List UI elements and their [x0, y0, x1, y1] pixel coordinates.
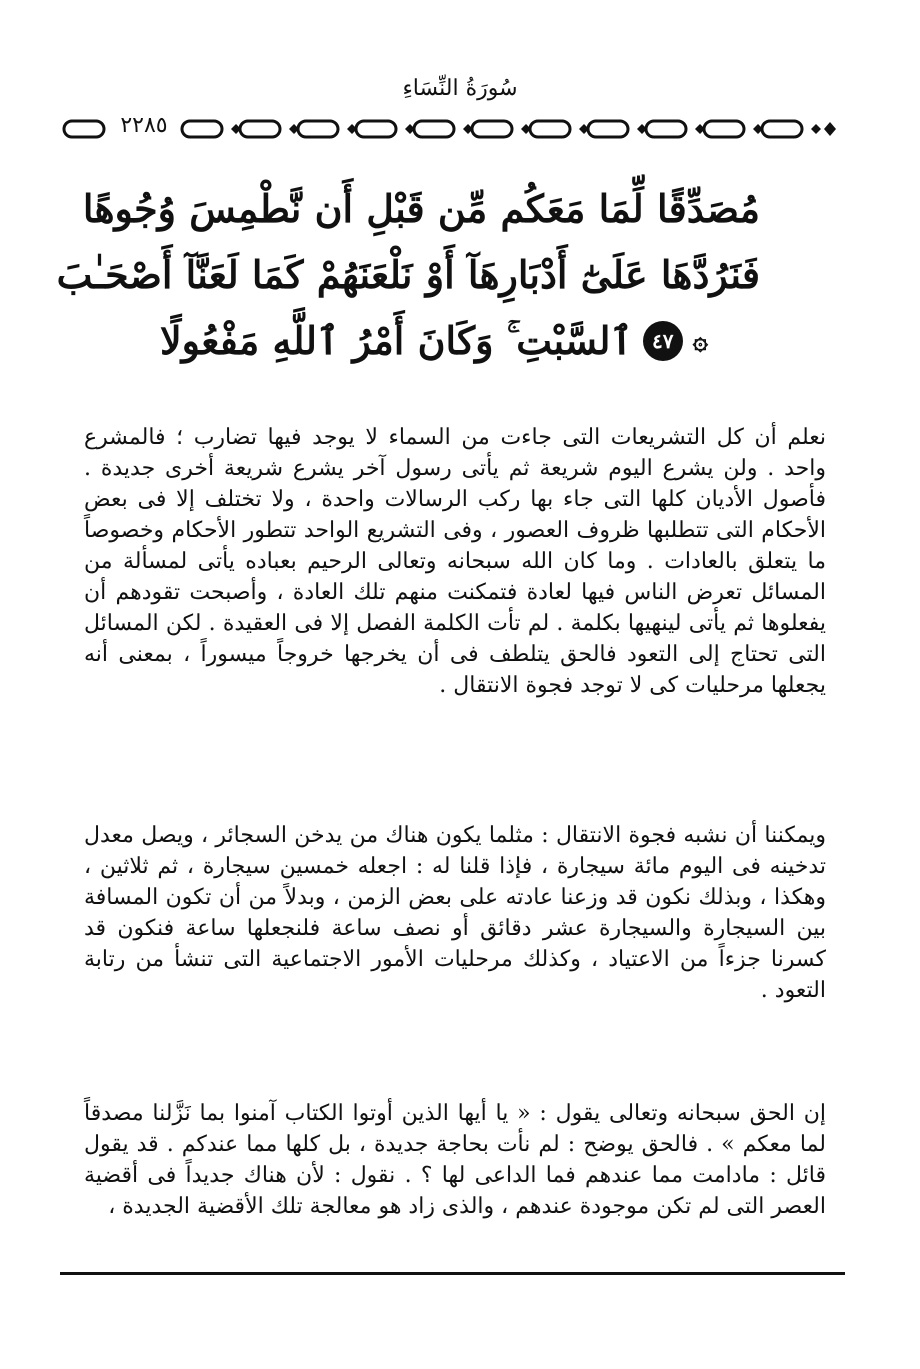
ayah-number-marker: ٤٧ [643, 321, 683, 361]
page-number: ٢٢٨٥ [108, 113, 180, 138]
verse-line-3: ٱلسَّبْتِ ۚ وَكَانَ أَمْرُ ٱللَّهِ مَفْعُولًا [160, 318, 633, 363]
quran-verse-block [56, 176, 760, 374]
verse-line-1: مُصَدِّقًا لِّمَا مَعَكُم مِّن قَبْلِ أَن نَّطْمِسَ وُجُوهًا [82, 186, 760, 231]
surah-title: سُورَةُ النِّسَاءِ [402, 76, 518, 101]
paragraph-2: ويمكننا أن نشبه فجوة الانتقال : مثلما يكون هناك من يدخن السجائر ، ويصل معدل تدخينه فى اليوم مائة سيجارة ، فإذا قلنا له : اجعله خمسين سيجارة ، ثم ثلاثين ، وهكذا ، وبذلك نكون قد وزعنا عادته على بعض الزمن ، وبدلاً من أن تكون المسافة بين السيجارة والسيجارة عشر دقائق أو نصف ساعة فلنجعلها ساعة فنكون قد كسرنا جزءاً من الاعتياد ، وكذلك مرحليات الأمور الاجتماعية التى تنشأ من رتابة التعود . [84, 823, 826, 1003]
paragraph-3: إن الحق سبحانه وتعالى يقول : « يا أيها الذين أوتوا الكتاب آمنوا بما نَزَّلنا مصدقاً لما معكم » . فالحق يوضح : لم نأت بحاجة جديدة ، بل كلها مما عندكم . قد يقول قائل : مادامت مما عندهم فما الداعى لها ؟ . نقول : لأن هناك جديداً فى أقضية العصر التى لم تكن موجودة عندهم ، والذى زاد هو معالجة تلك الأقضية الجديدة ، [84, 1101, 826, 1219]
verse-line-2: فَنَرُدَّهَا عَلَىٰٓ أَدْبَارِهَآ أَوْ نَلْعَنَهُمْ كَمَا لَعَنَّآ أَصْحَـٰبَ [56, 252, 760, 297]
footer-divider [60, 1272, 845, 1275]
paragraph-1: نعلم أن كل التشريعات التى جاءت من السماء لا يوجد فيها تضارب ؛ فالمشرع واحد . ولن يشرع اليوم شريعة ثم يأتى رسول آخر يشرع شريعة أخرى جديدة . فأصول الأديان كلها التى جاء بها ركب الرسالات واحدة ، ولا تختلف إلا فى بعض الأحكام التى تتطلبها ظروف العصور ، وفى التشريع الواحد تتطور الأحكام وخصوصاً ما يتعلق بالعادات . وما كان الله سبحانه وتعالى الرحيم بعباده يأتى لمسألة من المسائل تعرض الناس فيها لعادة فتمكنت منهم تلك العادة ، وأصبحت تقودهم أن يفعلوها ثم يأتى لينهيها بكلمة . لم تأت الكلمة الفصل إلا فى العقيدة . لكن المسائل التى تحتاج إلى التعود فالحق يتلطف فى أن يخرجها خروجاً ميسوراً ، بمعنى أنه يجعلها مرحليات كى لا توجد فجوة الانتقال . [84, 425, 826, 698]
verse-end-ornament-icon: ۞ [692, 326, 708, 356]
verse-line-3-row [160, 308, 760, 374]
